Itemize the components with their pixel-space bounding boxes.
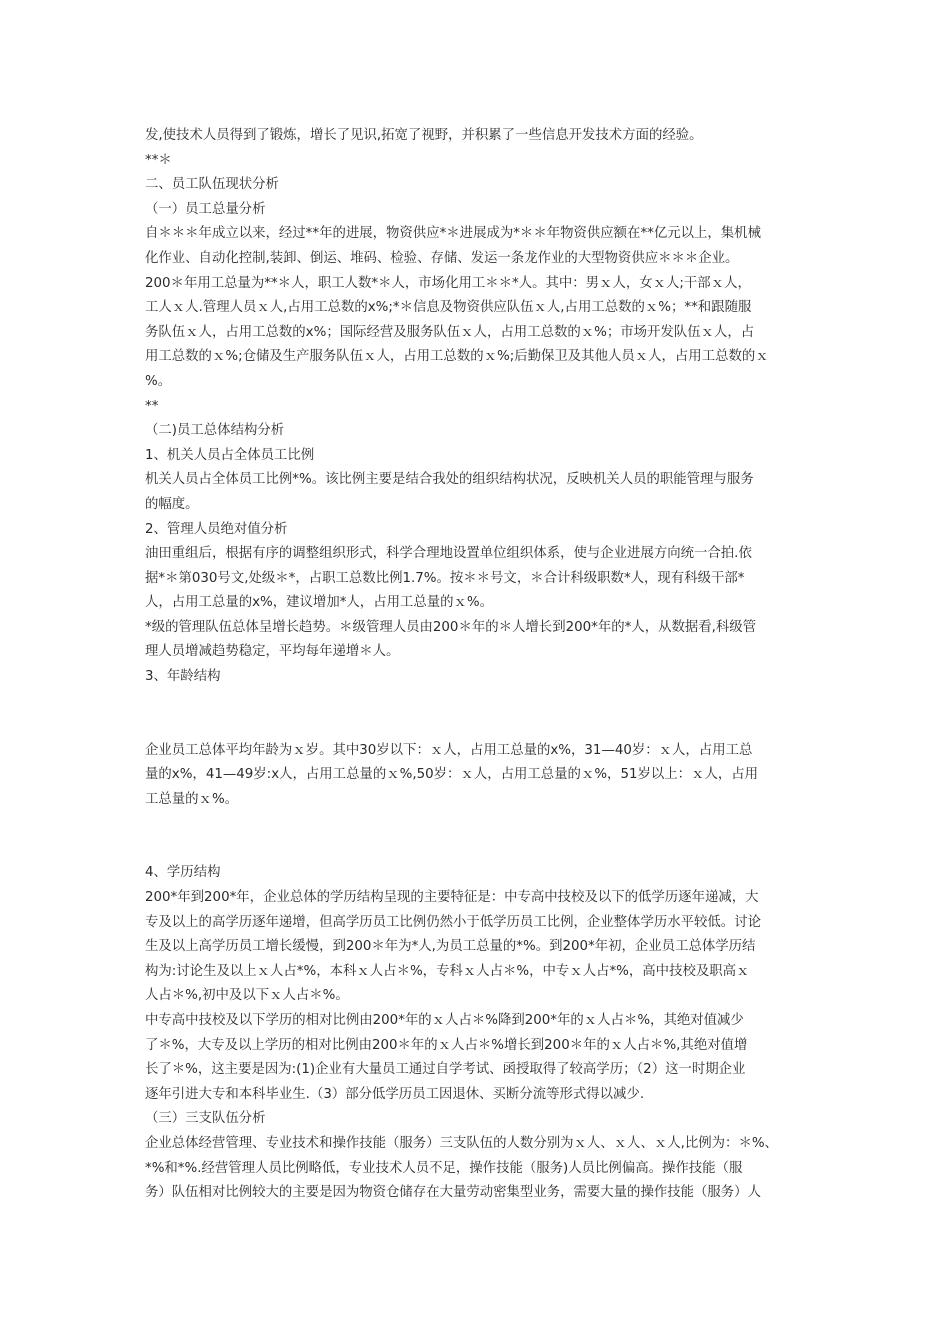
- text-line: 企业员工总体平均年龄为ｘ岁。其中30岁以下：ｘ人，占用工总量的x%，31—40岁：ｘ人，占用工总: [145, 742, 753, 758]
- text-line: 人，占用工总量的x%，建议增加*人，占用工总量的ｘ%。: [145, 595, 494, 611]
- subsection-heading: （三）三支队伍分析: [145, 1111, 266, 1127]
- text-line: 的幅度。: [145, 496, 199, 512]
- section-a: [145, 124, 810, 690]
- text-line: 务队伍ｘ人，占用工总数的x%；国际经营及服务队伍ｘ人，占用工总数的ｘ%；市场开发队伍ｘ人，占: [145, 324, 755, 340]
- text-line: 逐年引进大专和本科毕业生.（3）部分低学历员工因退休、买断分流等形式得以减少.: [145, 1086, 645, 1102]
- text-line: 专及以上的高学历逐年递增，但高学历员工比例仍然小于低学历员工比例，企业整体学历水平较低。讨论: [145, 914, 761, 930]
- text-line: 油田重组后，根据有序的调整组织形式，科学合理地设置单位组织体系，使与企业进展方向统一合拍.依: [145, 546, 752, 562]
- text-line: 200＊年用工总量为**＊人，职工人数*＊人，市场化用工＊＊*人。其中：男ｘ人，女ｘ人;干部ｘ人，: [145, 275, 751, 291]
- item-heading: 2、管理人员绝对值分析: [145, 521, 288, 537]
- text-line: 构为:讨论生及以上ｘ人占*%，本科ｘ人占＊%，专科ｘ人占＊%，中专ｘ人占*%，高中技校及职高ｘ: [145, 963, 750, 979]
- subsection-heading: （二)员工总体结构分析: [145, 423, 285, 439]
- text-line: 200*年到200*年，企业总体的学历结构呈现的主要特征是：中专高中技校及以下的低学历逐年递减，大: [145, 890, 759, 906]
- text-line: **＊: [145, 152, 172, 168]
- blank-space: [145, 812, 810, 861]
- text-line: **: [145, 398, 159, 414]
- section-b: [145, 739, 810, 813]
- text-line: 了＊%，大专及以上学历的相对比例由200＊年的ｘ人占＊%增长到200＊年的ｘ人占＊%,其绝对值增: [145, 1037, 748, 1053]
- text-line: 机关人员占全体员工比例*%。该比例主要是结合我处的组织结构状况，反映机关人员的职能管理与服务: [145, 472, 754, 488]
- text-line: 企业总体经营管理、专业技术和操作技能（服务）三支队伍的人数分别为ｘ人、ｘ人、ｘ人,比例为：＊%、: [145, 1135, 778, 1151]
- subsection-heading: （一）员工总量分析: [145, 201, 266, 217]
- text-line: 人占＊%,初中及以下ｘ人占＊%。: [145, 988, 349, 1004]
- text-line: *%和*%.经营管理人员比例略低，专业技术人员不足，操作技能（服务)人员比例偏高。操作技能（服: [145, 1160, 743, 1176]
- text-line: *级的管理队伍总体呈增长趋势。＊级管理人员由200＊年的＊人增长到200*年的*人，从数据看,科级管: [145, 619, 757, 635]
- text-line: 务）队伍相对比例较大的主要是因为物资仓储存在大量劳动密集型业务，需要大量的操作技能（服务）人: [145, 1185, 761, 1201]
- text-line: 生及以上高学历员工增长缓慢，到200＊年为*人,为员工总量的*%。到200*年初，企业员工总体学历结: [145, 939, 756, 955]
- document-page: [145, 124, 810, 1206]
- section-c: [145, 861, 810, 1205]
- item-heading: 1、机关人员占全体员工比例: [145, 447, 315, 463]
- item-heading: 4、学历结构: [145, 865, 221, 881]
- text-line: 据*＊第030号文,处级＊*，占职工总数比例1.7%。按＊＊号文，＊合计科级职数*人，现有科级干部*: [145, 570, 745, 586]
- text-line: 工人ｘ人.管理人员ｘ人,占用工总数的x%;*＊信息及物资供应队伍ｘ人,占用工总数的ｘ%；**和跟随服: [145, 300, 752, 316]
- text-line: %。: [145, 373, 172, 389]
- text-line: 用工总数的ｘ%;仓储及生产服务队伍ｘ人，占用工总数的ｘ%;后勤保卫及其他人员ｘ人，占用工总数的ｘ: [145, 349, 769, 365]
- blank-space: [145, 690, 810, 739]
- item-heading: 3、年龄结构: [145, 669, 221, 685]
- text-line: 理人员增减趋势稳定，平均每年递增＊人。: [145, 644, 400, 660]
- text-line: 量的x%，41—49岁:x人，占用工总量的ｘ%,50岁：ｘ人，占用工总量的ｘ%，51岁以上：ｘ人，占用: [145, 767, 759, 783]
- text-line: 化作业、自动化控制,装卸、倒运、堆码、检验、存储、发运一条龙作业的大型物资供应＊＊＊企业。: [145, 250, 739, 266]
- text-line: 工总量的ｘ%。: [145, 791, 239, 807]
- text-line: 长了＊%，这主要是因为:(1)企业有大量员工通过自学考试、函授取得了较高学历；（2）这一时期企业: [145, 1062, 746, 1078]
- text-line: 中专高中技校及以下学历的相对比例由200*年的ｘ人占＊%降到200*年的ｘ人占＊%，其绝对值减少: [145, 1013, 744, 1028]
- text-line: 自＊＊＊年成立以来，经过**年的进展，物资供应*＊进展成为*＊＊年物资供应额在**亿元以上，集机械: [145, 226, 761, 242]
- section-heading: 二、员工队伍现状分析: [145, 177, 279, 193]
- text-line: 发,使技术人员得到了锻炼，增长了见识,拓宽了视野，并积累了一些信息开发技术方面的经验。: [145, 128, 703, 143]
